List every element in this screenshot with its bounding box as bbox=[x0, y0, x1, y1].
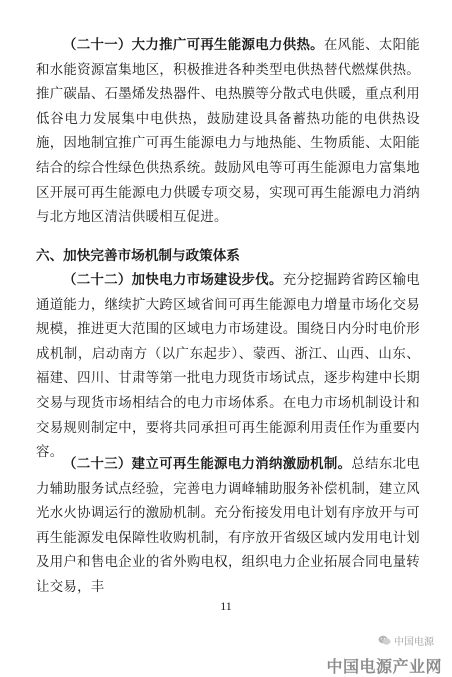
paragraph-21-heading: （二十一）大力推广可再生能源电力供热。 bbox=[63, 38, 324, 53]
paragraph-23-body: 总结东北电力辅助服务试点经验，完善电力调峰辅助服务补偿机制，建立风光水火协调运行的激励机制。充分衔接发用电计划有序放开与可再生能源发电保障性收购机制，有序放开省级区域内发用电计划及用户和售电企业的省外购电权，组织电力企业拓展合同电量转让交易，丰 bbox=[36, 457, 420, 595]
paragraph-22 bbox=[36, 269, 420, 466]
paragraph-23-heading: （二十三）建立可再生能源电力消纳激励机制。 bbox=[63, 457, 352, 472]
paragraph-23 bbox=[36, 453, 420, 601]
paragraph-21 bbox=[36, 34, 420, 231]
watermark-account-name: 中国电源 bbox=[394, 637, 434, 648]
paragraph-22-heading: （二十二）加快电力市场建设步伐。 bbox=[63, 273, 283, 288]
section-heading: 六、加快完善市场机制与政策体系 bbox=[36, 248, 240, 264]
wechat-icon bbox=[378, 635, 391, 646]
watermark-site-name: 中国电源产业网 bbox=[326, 657, 442, 676]
paragraph-21-body: 在风能、太阳能和水能资源富集地区，积极推进各种类型电供热替代燃煤供热。推广碳晶、石墨烯发热器件、电热膜等分散式电供暖，重点利用低谷电力发展集中电供热，鼓励建设具备蓄热功能的电供热设施，因地制宜推广可再生能源电力与地热能、生物质能、太阳能结合的综合性绿色供热系统。鼓励风电等可再生能源电力富集地区开展可再生能源电力供暖专项交易，实现可再生能源电力消纳与北方地区清洁供暖相互促进。 bbox=[36, 38, 420, 226]
watermark-account bbox=[378, 633, 434, 648]
paragraph-22-body: 充分挖掘跨省跨区输电通道能力，继续扩大跨区域省间可再生能源电力增量市场化交易规模，推进更大范围的区域电力市场建设。围绕日内分时电价形成机制，启动南方（以广东起步）、蒙西、浙江、山西、山东、福建、四川、甘肃等第一批电力现货市场试点，逐步构建中长期交易与现货市场相结合的电力市场体系。在电力市场机制设计和交易规则制定中，要将共同承担可再生能源利用责任作为重要内容。 bbox=[36, 273, 420, 461]
page-number: 11 bbox=[220, 599, 232, 613]
